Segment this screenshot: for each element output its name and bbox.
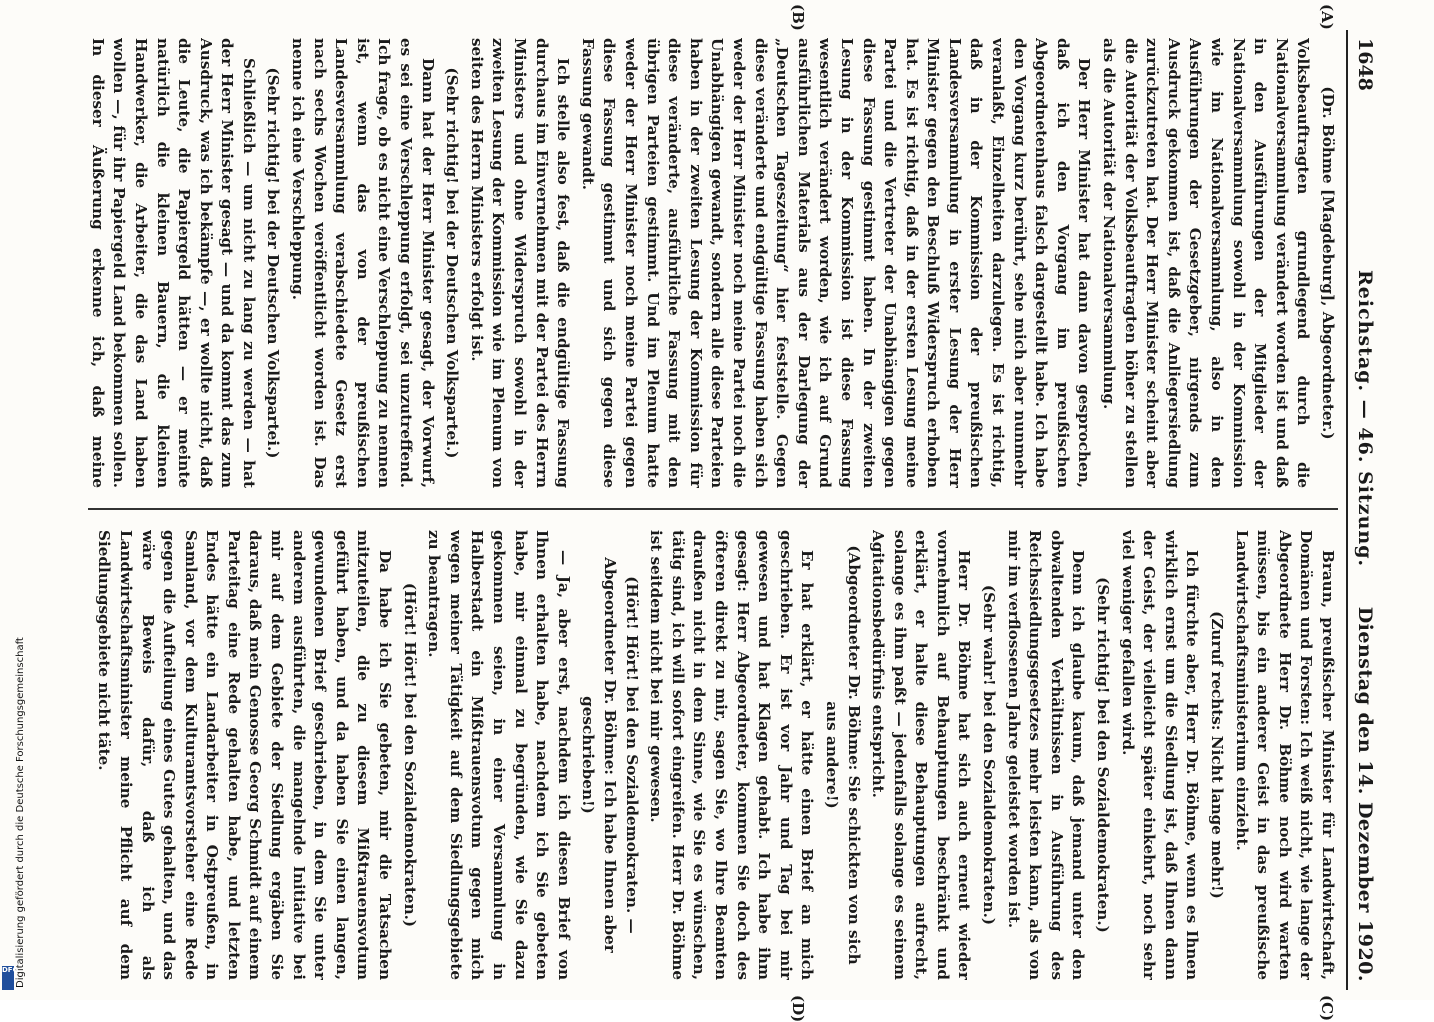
interjection (88, 530, 90, 980)
paragraph: Ich stelle also fest, daß die endgültige Fassung durchaus im Einvernehmen mit der Partei des Herrn Ministers und ohne Widerspruch sowohl in der zweiten Lesung der Kommission wie im Plenum von seiten des Herrn Ministers erfolgt ist. (467, 38, 573, 488)
interjection: (Sehr richtig! bei der Deutschen Volkspartei.) (264, 67, 283, 459)
paragraph: Denn ich glaube kaum, daß jemand unter den obwaltenden Verhältnissen in Ausführung des Reichssiedlungsgesetzes mehr leisten kann, als von mir im verflossenen Jahre geleistet worden ist. (1004, 530, 1088, 980)
page-content (72, 4, 1382, 1022)
digitization-sidebar (0, 0, 26, 1000)
paragraph: Ich fürchte aber, Herr Dr. Böhme, wenn es Ihnen wirklich ernst um die Siedlung ist, daß Ihnen dann der Geist, der vielleicht später einkehrt, noch sehr viel weniger gefallen wird. (1118, 530, 1202, 980)
interjection: (Sehr richtig! bei der Deutschen Volkspartei.) (443, 67, 462, 459)
session-title: Reichstag. — 46. Sitzung. (1354, 270, 1376, 568)
paragraph: Der Herr Minister hat dann davon gesprochen, daß ich den Vorgang im preußischen Abgeordnetenhaus falsch dargestellt habe. Ich habe den Vorgang kurz berührt, sehe mich aber nunmehr veranlaßt, Einzelheiten darzulegen. Es ist richtig, daß in der Kommission der preußischen Landesversammlung in erster Lesung der Herr Minister gegen den Beschluß Widerspruch erhoben hat. Es ist richtig, daß in der ersten Lesung meine Partei und die Vertreter der Unabhängigen gegen diese Fassung gestimmt haben. In der zweiten Lesung in der Kommission ist diese Fassung wesentlich verändert worden, wie ich auf Grund ausführlichen Materials aus der Darlegung der „Deutschen Tageszeitung“ hier feststelle. Gegen diese veränderte und endgültige Fassung haben sich weder der Herr Minister noch meine Partei noch die Unabhängigen gewandt, sondern alle diese Parteien haben in der zweiten Lesung der Kommission für diese veränderte, ausführliche Fassung mit den übrigen Parteien gestimmt. Und im Plenum hatte weder der Herr Minister noch meine Partei gegen diese Fassung gestimmt und sich gegen diese Fassung gewandt. (578, 38, 1094, 488)
page-header (1346, 30, 1382, 990)
paragraph: — Ja, aber erst, nachdem ich diesen Brief von Ihnen erhalten habe, nachdem ich Sie gebeten habe, mir einmal zu begründen, wie Sie dazu gekommen seien, in einer Versammlung in Halberstadt ein Mißtrauensvotum gegen mich wegen meiner Tätigkeit auf dem Siedlungsgebiete zu beantragen. (425, 530, 573, 980)
rotated-page-area (72, 4, 1382, 1022)
paragraph: Dann hat der Herr Minister gesagt, der Vorwurf, es sei eine Verschleppung erfolgt, sei unzutreffend. Ich frage, ob es nicht eine Verschleppung zu nennen ist, wenn das von der preußischen Landesversammlung verabschiedete Gesetz erst nach sechs Wochen veröffentlicht worden ist. Das nenne ich eine Verschleppung. (289, 38, 437, 488)
column-divider (88, 508, 1338, 510)
paragraph: Volksbeauftragten grundlegend durch die Nationalversammlung verändert worden ist und daß in den Ausführungen der Mitglieder der Nationalversammlung sowohl in der Kommission wie im Nationalversammlung, also in den Ausführungen der Gesetzgeber, nirgends zum Ausdruck gekommen ist, daß die Anliegersiedlung zurückzutreten hat. Der Herr Minister scheint aber die Autorität der Volksbeauftragten höher zu stellen als die Autorität der Nationalversammlung. (1100, 38, 1313, 488)
digitization-credit: Digitalisierung gefördert durch die Deutsche Forschungsgemeinschaft (15, 637, 26, 988)
page-number: 1648 (1354, 38, 1376, 91)
paragraph: Braun, preußischer Minister für Landwirtschaft, Domänen und Forsten: Ich weiß nicht, wie lange der Abgeordnete Herr Dr. Böhme noch wird warten müssen, bis ein anderer Geist in das preußische Landwirtschaftsministerium einzieht. (1232, 530, 1337, 980)
session-date: Dienstag den 14. Dezember 1920. (1354, 606, 1376, 982)
paragraph: Schließlich — um nicht zu lang zu werden — hat der Herr Minister gesagt — und da kommt das zum Ausdruck, was ich bekämpfe —, er wollte nicht, daß die Leute, die Papiergeld hätten — er meinte natürlich die kleinen Bauern, die kleinen Handwerker, die Arbeiter, die das Land haben wollen —, für ihr Papiergeld Land bekommen sollen. In dieser Äußerung erkenne ich, daß meine (88, 38, 258, 488)
interjection: (Zuruf rechts: Nicht lange mehr!) (1208, 611, 1227, 899)
right-column (88, 530, 1338, 980)
paragraph: Herr Dr. Böhme hat sich auch erneut wieder vornehmlich auf Behauptungen beschränkt und erklärt, er halte diese Behauptungen aufrecht, solange es ihm paßt — jedenfalls solange es seinem Agitationsbedürfnis entspricht. (869, 530, 974, 980)
interjection: (Sehr wahr! bei den Sozialdemokraten.) (980, 584, 999, 926)
margin-marker-c: (C) (1318, 995, 1336, 1022)
interjection: (Abgeordneter Dr. Böhme: Sie schickten von sich aus andere!) (822, 545, 863, 965)
paragraph: Da habe ich Sie gebeten, mir die Tatsachen mitzuteilen, die zu diesem Mißtrauensvotum geführt haben, und da haben Sie einen langen, gewundenen Brief geschrieben, in dem Sie unter anderem ausführten, die mangelnde Initiative bei mir auf dem Gebiete der Siedlung ergäben Sie daraus, daß mein Genosse Georg Schmidt auf einem Parteitag eine Rede gehalten habe, und letzten Endes hätte ein Landarbeiter in Ostpreußen, in Samland, vor dem Kulturamtsvorsteher eine Rede gegen die Aufteilung eines Gutes gehalten, und das wäre Beweis dafür, daß ich als Landwirtschaftsminister meine Pflicht auf dem Siedlungsgebiete nicht täte. (95, 530, 395, 980)
dfg-logo-icon: DFG (2, 966, 14, 990)
paragraph: (Dr. Böhme [Magdeburg], Abgeordneter.) (1319, 86, 1337, 440)
interjection: (Hört! Hört! bei den Sozialdemokraten. — Abgeordneter Dr. Böhme: Ich habe Ihnen aber geschrieben!) (579, 557, 641, 953)
margin-marker-b: (B) (789, 4, 807, 31)
margin-marker-a: (A) (1318, 4, 1336, 30)
left-column (88, 38, 1338, 488)
paragraph: Er hat erklärt, er hätte einen Brief an mich geschrieben. Er ist vor Jahr und Tag bei mir gewesen und hat Klagen gehabt. Ich habe ihm gesagt: Herr Abgeordneter, kommen Sie doch des öfteren direkt zu mir, sagen Sie, wo Ihre Beamten draußen nicht in dem Sinne, wie Sie es wünschen, tätig sind, ich will sofort eingreifen. Herr Dr. Böhme ist seitdem nicht bei mir gewesen. (647, 530, 817, 980)
interjection: (Hört! Hört! bei den Sozialdemokraten.) (400, 582, 419, 928)
margin-marker-d: (D) (789, 995, 807, 1022)
interjection: (Sehr richtig! bei den Sozialdemokraten.) (1094, 577, 1113, 933)
